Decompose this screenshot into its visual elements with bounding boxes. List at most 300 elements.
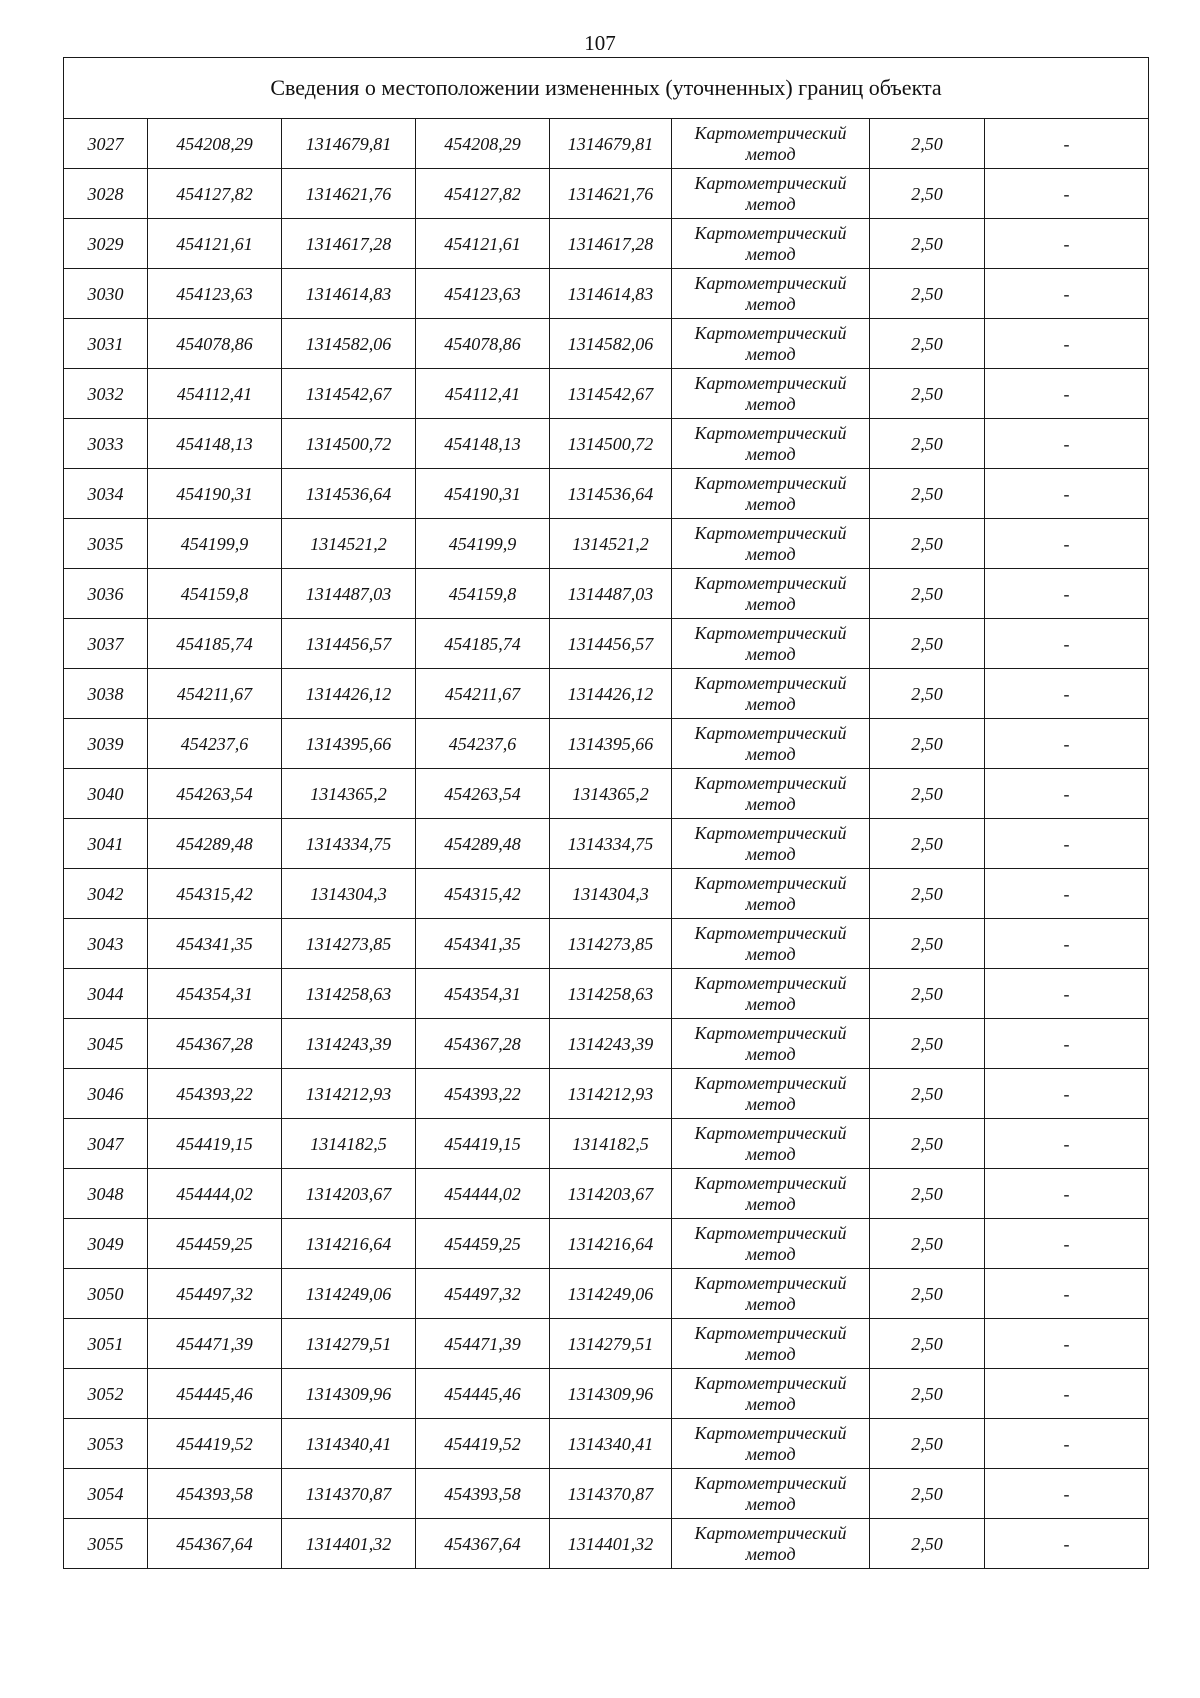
description-cell: - — [985, 969, 1149, 1019]
method-line-1: Картометрический — [694, 872, 847, 893]
x-refined-cell: 454159,8 — [416, 569, 550, 619]
x-existing-cell: 454341,35 — [148, 919, 282, 969]
point-number-cell: 3041 — [64, 819, 148, 869]
x-existing-cell: 454148,13 — [148, 419, 282, 469]
x-existing-cell: 454263,54 — [148, 769, 282, 819]
description-cell: - — [985, 469, 1149, 519]
description-cell: - — [985, 869, 1149, 919]
accuracy-cell: 2,50 — [870, 819, 985, 869]
table-row — [64, 969, 1149, 1019]
method-line-1: Картометрический — [694, 472, 847, 493]
method-line-2: метод — [745, 293, 796, 314]
y-existing-cell: 1314679,81 — [282, 119, 416, 169]
y-refined-cell: 1314456,57 — [550, 619, 672, 669]
x-existing-cell: 454471,39 — [148, 1319, 282, 1369]
method-line-2: метод — [745, 443, 796, 464]
y-refined-cell: 1314395,66 — [550, 719, 672, 769]
x-existing-cell: 454367,64 — [148, 1519, 282, 1569]
method-line-1: Картометрический — [694, 122, 847, 143]
point-number-cell: 3028 — [64, 169, 148, 219]
table-row — [64, 919, 1149, 969]
x-existing-cell: 454078,86 — [148, 319, 282, 369]
y-refined-cell: 1314273,85 — [550, 919, 672, 969]
accuracy-cell: 2,50 — [870, 519, 985, 569]
y-existing-cell: 1314365,2 — [282, 769, 416, 819]
x-existing-cell: 454112,41 — [148, 369, 282, 419]
x-existing-cell: 454237,6 — [148, 719, 282, 769]
method-line-1: Картометрический — [694, 522, 847, 543]
y-existing-cell: 1314370,87 — [282, 1469, 416, 1519]
y-existing-cell: 1314216,64 — [282, 1219, 416, 1269]
accuracy-cell: 2,50 — [870, 869, 985, 919]
point-number-cell: 3048 — [64, 1169, 148, 1219]
method-line-1: Картометрический — [694, 422, 847, 443]
accuracy-cell: 2,50 — [870, 1169, 985, 1219]
y-existing-cell: 1314542,67 — [282, 369, 416, 419]
table-row — [64, 169, 1149, 219]
method-line-1: Картометрический — [694, 822, 847, 843]
y-refined-cell: 1314621,76 — [550, 169, 672, 219]
x-existing-cell: 454123,63 — [148, 269, 282, 319]
method-line-2: метод — [745, 543, 796, 564]
description-cell: - — [985, 169, 1149, 219]
method-line-1: Картометрический — [694, 772, 847, 793]
table-row — [64, 819, 1149, 869]
method-line-2: метод — [745, 243, 796, 264]
accuracy-cell: 2,50 — [870, 719, 985, 769]
method-cell — [672, 319, 870, 369]
method-line-2: метод — [745, 1543, 796, 1564]
method-line-1: Картометрический — [694, 722, 847, 743]
method-cell — [672, 1269, 870, 1319]
point-number-cell: 3046 — [64, 1069, 148, 1119]
method-cell — [672, 619, 870, 669]
method-cell — [672, 769, 870, 819]
table-caption: Сведения о местоположении измененных (уточненных) границ объекта — [64, 58, 1149, 119]
table-caption-row — [64, 58, 1149, 119]
table-row — [64, 1019, 1149, 1069]
point-number-cell: 3032 — [64, 369, 148, 419]
x-refined-cell: 454315,42 — [416, 869, 550, 919]
description-cell: - — [985, 419, 1149, 469]
method-line-2: метод — [745, 1143, 796, 1164]
method-cell — [672, 419, 870, 469]
accuracy-cell: 2,50 — [870, 1219, 985, 1269]
description-cell: - — [985, 219, 1149, 269]
y-refined-cell: 1314249,06 — [550, 1269, 672, 1319]
table-row — [64, 869, 1149, 919]
table-row — [64, 1219, 1149, 1269]
y-refined-cell: 1314334,75 — [550, 819, 672, 869]
point-number-cell: 3044 — [64, 969, 148, 1019]
method-line-2: метод — [745, 1093, 796, 1114]
point-number-cell: 3040 — [64, 769, 148, 819]
y-refined-cell: 1314182,5 — [550, 1119, 672, 1169]
method-cell — [672, 1219, 870, 1269]
method-line-1: Картометрический — [694, 1372, 847, 1393]
method-line-2: метод — [745, 893, 796, 914]
table-row — [64, 669, 1149, 719]
y-refined-cell: 1314309,96 — [550, 1369, 672, 1419]
description-cell: - — [985, 1019, 1149, 1069]
table-row — [64, 1119, 1149, 1169]
x-refined-cell: 454263,54 — [416, 769, 550, 819]
table-row — [64, 1519, 1149, 1569]
point-number-cell: 3049 — [64, 1219, 148, 1269]
x-refined-cell: 454393,22 — [416, 1069, 550, 1119]
point-number-cell: 3038 — [64, 669, 148, 719]
description-cell: - — [985, 1419, 1149, 1469]
table-row — [64, 269, 1149, 319]
y-refined-cell: 1314582,06 — [550, 319, 672, 369]
point-number-cell: 3039 — [64, 719, 148, 769]
y-refined-cell: 1314617,28 — [550, 219, 672, 269]
method-line-1: Картометрический — [694, 1172, 847, 1193]
table-row — [64, 769, 1149, 819]
point-number-cell: 3033 — [64, 419, 148, 469]
method-line-1: Картометрический — [694, 372, 847, 393]
y-refined-cell: 1314542,67 — [550, 369, 672, 419]
method-line-1: Картометрический — [694, 1522, 847, 1543]
point-number-cell: 3052 — [64, 1369, 148, 1419]
x-refined-cell: 454123,63 — [416, 269, 550, 319]
table-row — [64, 1469, 1149, 1519]
accuracy-cell: 2,50 — [870, 319, 985, 369]
description-cell: - — [985, 1469, 1149, 1519]
description-cell: - — [985, 919, 1149, 969]
method-cell — [672, 1319, 870, 1369]
x-refined-cell: 454112,41 — [416, 369, 550, 419]
x-refined-cell: 454367,64 — [416, 1519, 550, 1569]
method-line-1: Картометрический — [694, 1322, 847, 1343]
y-existing-cell: 1314334,75 — [282, 819, 416, 869]
x-existing-cell: 454419,15 — [148, 1119, 282, 1169]
point-number-cell: 3036 — [64, 569, 148, 619]
y-existing-cell: 1314258,63 — [282, 969, 416, 1019]
description-cell: - — [985, 619, 1149, 669]
method-line-2: метод — [745, 1493, 796, 1514]
x-existing-cell: 454208,29 — [148, 119, 282, 169]
method-line-1: Картометрический — [694, 1422, 847, 1443]
method-line-1: Картометрический — [694, 972, 847, 993]
y-refined-cell: 1314521,2 — [550, 519, 672, 569]
method-cell — [672, 869, 870, 919]
table-row — [64, 569, 1149, 619]
accuracy-cell: 2,50 — [870, 669, 985, 719]
x-refined-cell: 454208,29 — [416, 119, 550, 169]
accuracy-cell: 2,50 — [870, 1019, 985, 1069]
point-number-cell: 3043 — [64, 919, 148, 969]
method-cell — [672, 1369, 870, 1419]
method-line-2: метод — [745, 993, 796, 1014]
y-existing-cell: 1314536,64 — [282, 469, 416, 519]
method-line-1: Картометрический — [694, 622, 847, 643]
x-refined-cell: 454078,86 — [416, 319, 550, 369]
method-line-2: метод — [745, 493, 796, 514]
y-existing-cell: 1314426,12 — [282, 669, 416, 719]
y-refined-cell: 1314365,2 — [550, 769, 672, 819]
method-line-2: метод — [745, 1293, 796, 1314]
method-line-2: метод — [745, 393, 796, 414]
x-existing-cell: 454393,58 — [148, 1469, 282, 1519]
accuracy-cell: 2,50 — [870, 969, 985, 1019]
method-line-2: метод — [745, 1443, 796, 1464]
y-refined-cell: 1314340,41 — [550, 1419, 672, 1469]
method-cell — [672, 119, 870, 169]
accuracy-cell: 2,50 — [870, 619, 985, 669]
method-cell — [672, 1019, 870, 1069]
accuracy-cell: 2,50 — [870, 1419, 985, 1469]
x-refined-cell: 454127,82 — [416, 169, 550, 219]
table-row — [64, 1069, 1149, 1119]
method-line-2: метод — [745, 1043, 796, 1064]
accuracy-cell: 2,50 — [870, 269, 985, 319]
point-number-cell: 3035 — [64, 519, 148, 569]
method-cell — [672, 819, 870, 869]
y-refined-cell: 1314614,83 — [550, 269, 672, 319]
point-number-cell: 3045 — [64, 1019, 148, 1069]
y-existing-cell: 1314487,03 — [282, 569, 416, 619]
y-refined-cell: 1314500,72 — [550, 419, 672, 469]
method-line-1: Картометрический — [694, 1072, 847, 1093]
y-existing-cell: 1314621,76 — [282, 169, 416, 219]
accuracy-cell: 2,50 — [870, 1119, 985, 1169]
method-line-1: Картометрический — [694, 322, 847, 343]
accuracy-cell: 2,50 — [870, 1319, 985, 1369]
y-refined-cell: 1314487,03 — [550, 569, 672, 619]
x-refined-cell: 454471,39 — [416, 1319, 550, 1369]
x-existing-cell: 454289,48 — [148, 819, 282, 869]
method-cell — [672, 1169, 870, 1219]
table-row — [64, 369, 1149, 419]
point-number-cell: 3042 — [64, 869, 148, 919]
method-line-1: Картометрический — [694, 1272, 847, 1293]
description-cell: - — [985, 1319, 1149, 1369]
y-refined-cell: 1314212,93 — [550, 1069, 672, 1119]
accuracy-cell: 2,50 — [870, 219, 985, 269]
x-existing-cell: 454419,52 — [148, 1419, 282, 1469]
x-refined-cell: 454459,25 — [416, 1219, 550, 1269]
x-refined-cell: 454121,61 — [416, 219, 550, 269]
method-line-1: Картометрический — [694, 1472, 847, 1493]
table-row — [64, 219, 1149, 269]
method-line-2: метод — [745, 193, 796, 214]
x-refined-cell: 454190,31 — [416, 469, 550, 519]
method-cell — [672, 969, 870, 1019]
y-existing-cell: 1314279,51 — [282, 1319, 416, 1369]
method-line-2: метод — [745, 643, 796, 664]
x-refined-cell: 454148,13 — [416, 419, 550, 469]
x-refined-cell: 454497,32 — [416, 1269, 550, 1319]
description-cell: - — [985, 1169, 1149, 1219]
x-existing-cell: 454367,28 — [148, 1019, 282, 1069]
method-cell — [672, 369, 870, 419]
x-existing-cell: 454393,22 — [148, 1069, 282, 1119]
y-refined-cell: 1314370,87 — [550, 1469, 672, 1519]
method-cell — [672, 1119, 870, 1169]
method-line-1: Картометрический — [694, 1222, 847, 1243]
y-refined-cell: 1314203,67 — [550, 1169, 672, 1219]
table-row — [64, 1269, 1149, 1319]
y-existing-cell: 1314309,96 — [282, 1369, 416, 1419]
description-cell: - — [985, 819, 1149, 869]
method-line-2: метод — [745, 743, 796, 764]
table-row — [64, 1419, 1149, 1469]
accuracy-cell: 2,50 — [870, 569, 985, 619]
x-existing-cell: 454354,31 — [148, 969, 282, 1019]
x-refined-cell: 454289,48 — [416, 819, 550, 869]
table-row — [64, 119, 1149, 169]
x-refined-cell: 454199,9 — [416, 519, 550, 569]
method-line-2: метод — [745, 693, 796, 714]
accuracy-cell: 2,50 — [870, 769, 985, 819]
point-number-cell: 3031 — [64, 319, 148, 369]
accuracy-cell: 2,50 — [870, 1069, 985, 1119]
method-line-2: метод — [745, 143, 796, 164]
x-existing-cell: 454497,32 — [148, 1269, 282, 1319]
x-refined-cell: 454445,46 — [416, 1369, 550, 1419]
accuracy-cell: 2,50 — [870, 169, 985, 219]
y-existing-cell: 1314203,67 — [282, 1169, 416, 1219]
method-cell — [672, 569, 870, 619]
accuracy-cell: 2,50 — [870, 1369, 985, 1419]
x-refined-cell: 454419,15 — [416, 1119, 550, 1169]
description-cell: - — [985, 1369, 1149, 1419]
point-number-cell: 3037 — [64, 619, 148, 669]
x-refined-cell: 454393,58 — [416, 1469, 550, 1519]
description-cell: - — [985, 1519, 1149, 1569]
description-cell: - — [985, 569, 1149, 619]
table-row — [64, 1169, 1149, 1219]
x-existing-cell: 454211,67 — [148, 669, 282, 719]
method-line-1: Картометрический — [694, 172, 847, 193]
y-refined-cell: 1314243,39 — [550, 1019, 672, 1069]
x-refined-cell: 454185,74 — [416, 619, 550, 669]
point-number-cell: 3029 — [64, 219, 148, 269]
y-refined-cell: 1314279,51 — [550, 1319, 672, 1369]
y-existing-cell: 1314617,28 — [282, 219, 416, 269]
y-existing-cell: 1314182,5 — [282, 1119, 416, 1169]
x-existing-cell: 454315,42 — [148, 869, 282, 919]
table-row — [64, 419, 1149, 469]
y-existing-cell: 1314614,83 — [282, 269, 416, 319]
x-existing-cell: 454121,61 — [148, 219, 282, 269]
method-line-1: Картометрический — [694, 272, 847, 293]
accuracy-cell: 2,50 — [870, 469, 985, 519]
accuracy-cell: 2,50 — [870, 1469, 985, 1519]
x-refined-cell: 454237,6 — [416, 719, 550, 769]
y-existing-cell: 1314340,41 — [282, 1419, 416, 1469]
method-cell — [672, 169, 870, 219]
accuracy-cell: 2,50 — [870, 119, 985, 169]
method-cell — [672, 669, 870, 719]
y-refined-cell: 1314304,3 — [550, 869, 672, 919]
y-existing-cell: 1314521,2 — [282, 519, 416, 569]
accuracy-cell: 2,50 — [870, 1269, 985, 1319]
x-existing-cell: 454445,46 — [148, 1369, 282, 1419]
method-line-2: метод — [745, 1393, 796, 1414]
y-refined-cell: 1314258,63 — [550, 969, 672, 1019]
point-number-cell: 3034 — [64, 469, 148, 519]
description-cell: - — [985, 119, 1149, 169]
table-row — [64, 1319, 1149, 1369]
description-cell: - — [985, 319, 1149, 369]
description-cell: - — [985, 369, 1149, 419]
table-row — [64, 1369, 1149, 1419]
method-line-1: Картометрический — [694, 572, 847, 593]
x-existing-cell: 454127,82 — [148, 169, 282, 219]
method-cell — [672, 1069, 870, 1119]
table-row — [64, 619, 1149, 669]
description-cell: - — [985, 1069, 1149, 1119]
x-existing-cell: 454190,31 — [148, 469, 282, 519]
point-number-cell: 3050 — [64, 1269, 148, 1319]
point-number-cell: 3051 — [64, 1319, 148, 1369]
y-refined-cell: 1314536,64 — [550, 469, 672, 519]
y-refined-cell: 1314401,32 — [550, 1519, 672, 1569]
description-cell: - — [985, 719, 1149, 769]
x-refined-cell: 454341,35 — [416, 919, 550, 969]
x-existing-cell: 454185,74 — [148, 619, 282, 669]
method-line-2: метод — [745, 1243, 796, 1264]
y-refined-cell: 1314216,64 — [550, 1219, 672, 1269]
x-refined-cell: 454367,28 — [416, 1019, 550, 1069]
method-cell — [672, 1419, 870, 1469]
y-existing-cell: 1314273,85 — [282, 919, 416, 969]
y-refined-cell: 1314426,12 — [550, 669, 672, 719]
x-existing-cell: 454459,25 — [148, 1219, 282, 1269]
method-cell — [672, 519, 870, 569]
y-existing-cell: 1314243,39 — [282, 1019, 416, 1069]
x-refined-cell: 454354,31 — [416, 969, 550, 1019]
method-line-2: метод — [745, 843, 796, 864]
description-cell: - — [985, 1219, 1149, 1269]
method-cell — [672, 219, 870, 269]
y-existing-cell: 1314500,72 — [282, 419, 416, 469]
method-cell — [672, 1469, 870, 1519]
x-existing-cell: 454199,9 — [148, 519, 282, 569]
x-existing-cell: 454159,8 — [148, 569, 282, 619]
method-line-2: метод — [745, 343, 796, 364]
x-existing-cell: 454444,02 — [148, 1169, 282, 1219]
coordinates-table — [63, 57, 1149, 1569]
method-cell — [672, 719, 870, 769]
method-line-2: метод — [745, 793, 796, 814]
table-row — [64, 469, 1149, 519]
method-cell — [672, 269, 870, 319]
description-cell: - — [985, 519, 1149, 569]
method-line-1: Картометрический — [694, 1122, 847, 1143]
x-refined-cell: 454419,52 — [416, 1419, 550, 1469]
point-number-cell: 3047 — [64, 1119, 148, 1169]
description-cell: - — [985, 769, 1149, 819]
table-row — [64, 519, 1149, 569]
y-existing-cell: 1314249,06 — [282, 1269, 416, 1319]
y-existing-cell: 1314304,3 — [282, 869, 416, 919]
y-refined-cell: 1314679,81 — [550, 119, 672, 169]
accuracy-cell: 2,50 — [870, 419, 985, 469]
method-cell — [672, 919, 870, 969]
accuracy-cell: 2,50 — [870, 919, 985, 969]
accuracy-cell: 2,50 — [870, 1519, 985, 1569]
method-line-1: Картометрический — [694, 672, 847, 693]
table-row — [64, 319, 1149, 369]
x-refined-cell: 454444,02 — [416, 1169, 550, 1219]
method-line-1: Картометрический — [694, 1022, 847, 1043]
y-existing-cell: 1314582,06 — [282, 319, 416, 369]
method-line-2: метод — [745, 1193, 796, 1214]
method-line-2: метод — [745, 593, 796, 614]
